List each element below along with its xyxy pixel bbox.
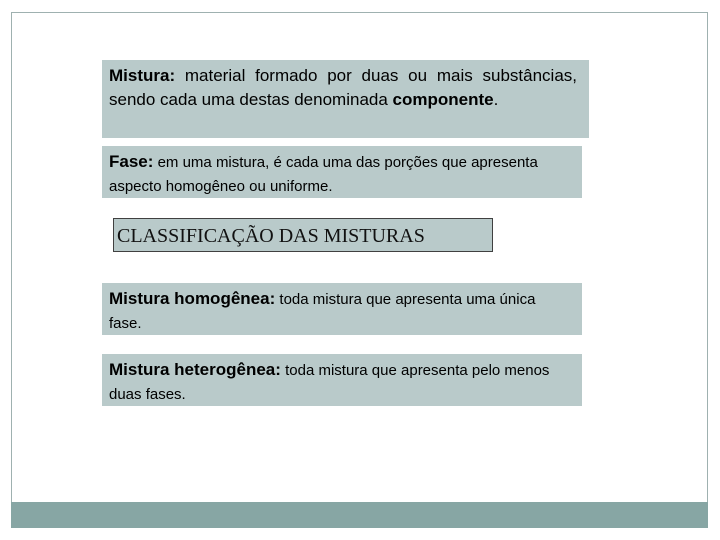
mistura-definition <box>109 64 577 112</box>
homogenea-definition-box <box>102 283 582 335</box>
homogenea-term: Mistura homogênea: <box>109 289 276 308</box>
heterogenea-definition <box>109 358 572 407</box>
footer-bar <box>11 502 708 528</box>
fase-definition-box <box>102 146 582 198</box>
heterogenea-definition-box <box>102 354 582 406</box>
heterogenea-text: toda mistura que apresenta pelo menos duas fases. <box>109 362 550 403</box>
mistura-text: material formado por duas ou mais substâncias, sendo cada uma destas denominada <box>109 66 577 109</box>
fase-text: em uma mistura, é cada uma das porções que apresenta aspecto homogêneo ou uniforme. <box>109 154 538 195</box>
fase-definition <box>109 150 572 199</box>
mistura-term: Mistura: <box>109 66 176 85</box>
mistura-text-end: . <box>493 90 499 109</box>
homogenea-text: toda mistura que apresenta uma única fase. <box>109 291 536 332</box>
fase-term: Fase: <box>109 152 154 171</box>
heterogenea-term: Mistura heterogênea: <box>109 360 281 379</box>
section-title: CLASSIFICAÇÃO DAS MISTURAS <box>113 218 493 252</box>
homogenea-definition <box>109 287 572 336</box>
componente-term: componente <box>392 90 494 109</box>
mistura-definition-box <box>102 60 589 138</box>
